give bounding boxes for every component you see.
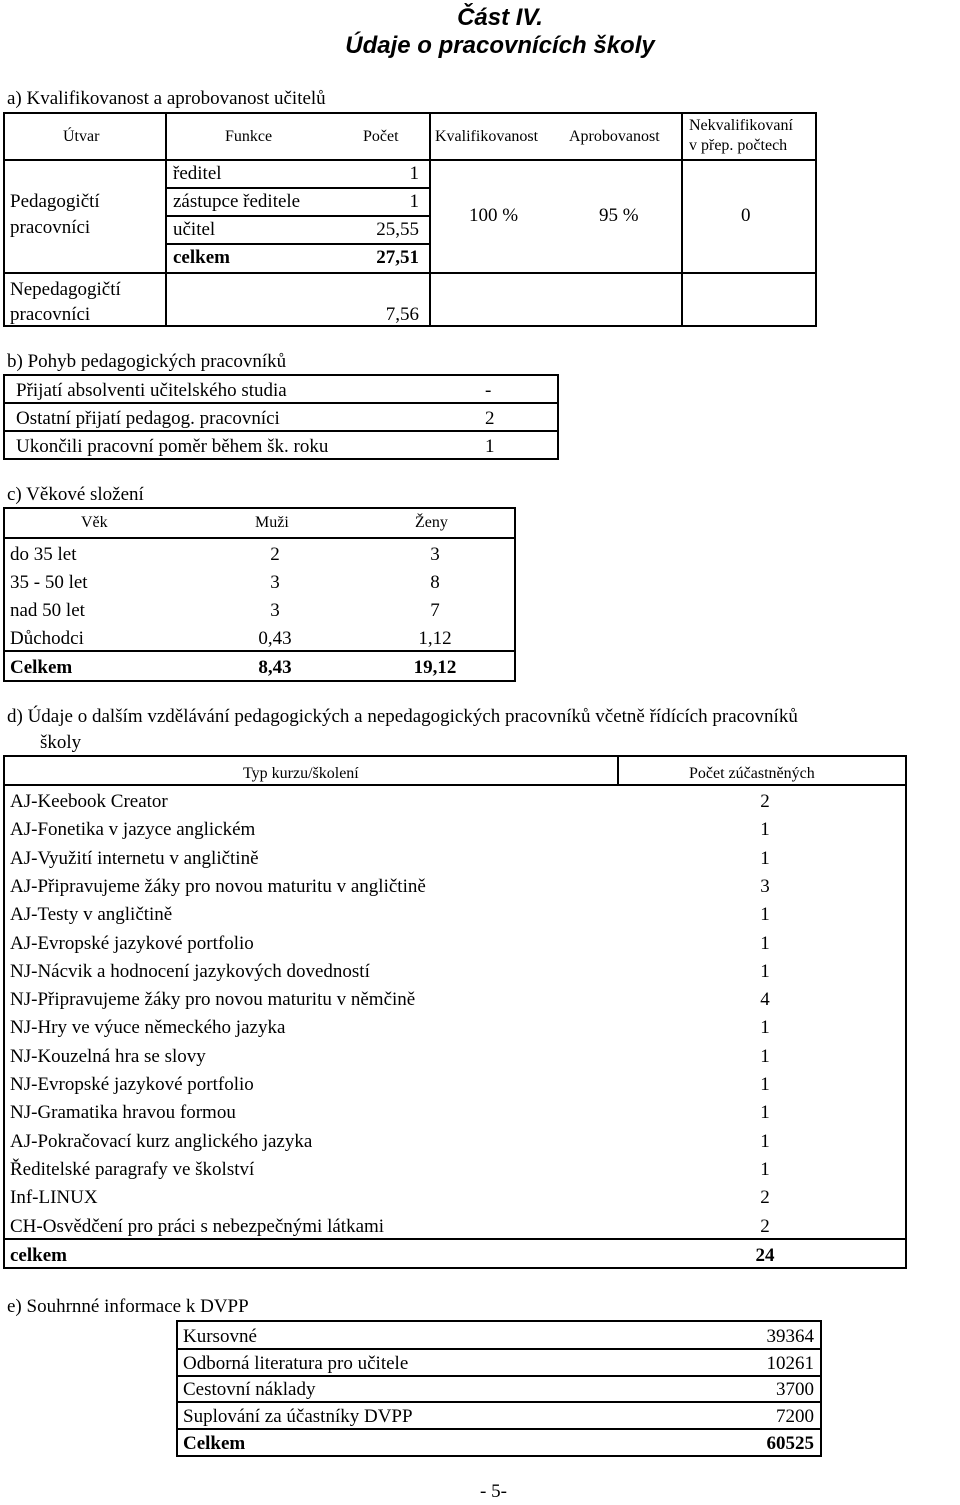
training-row-7-pocet: 1 — [760, 961, 770, 982]
training-row-2-pocet: 1 — [760, 819, 770, 840]
training-row-12-pocet: 1 — [760, 1102, 770, 1123]
training-row-4-pocet: 3 — [760, 876, 770, 897]
neped-label-2: pracovníci — [10, 304, 91, 325]
ped-label-2: pracovníci — [10, 217, 91, 238]
pocet-celkem: 27,51 — [376, 247, 419, 268]
dvpp-total-label: Celkem — [183, 1433, 246, 1454]
section-d-heading-2: školy — [40, 732, 82, 753]
header-aprobovanost: Aprobovanost — [569, 128, 660, 145]
training-row-9-typ: NJ-Hry ve výuce německého jazyka — [10, 1017, 286, 1038]
dvpp-value-4: 7200 — [776, 1406, 814, 1427]
training-row-14-pocet: 1 — [760, 1159, 770, 1180]
age-row-1-muzi: 2 — [270, 544, 280, 565]
age-row-3-muzi: 3 — [270, 600, 280, 621]
age-total-vek: Celkem — [10, 657, 73, 678]
movement-label-2: Ostatní přijatí pedagog. pracovníci — [16, 408, 280, 429]
training-row-12-typ: NJ-Gramatika hravou formou — [10, 1102, 236, 1123]
dvpp-summary-table — [176, 1320, 822, 1457]
funkce-zastupce: zástupce ředitele — [173, 191, 301, 212]
header-funkce: Funkce — [225, 128, 273, 145]
dvpp-label-4: Suplování za účastníky DVPP — [183, 1406, 413, 1427]
header-nekvalifikovani: Nekvalifikovaní — [689, 117, 793, 134]
age-row-4-zeny: 1,12 — [418, 628, 452, 649]
training-row-5-pocet: 1 — [760, 904, 770, 925]
movement-value-2: 2 — [485, 408, 495, 429]
training-row-10-pocet: 1 — [760, 1046, 770, 1067]
training-row-8-typ: NJ-Připravujeme žáky pro novou maturitu v němčině — [10, 989, 416, 1010]
age-row-1-vek: do 35 let — [10, 544, 77, 565]
age-row-2-muzi: 3 — [270, 572, 280, 593]
header-pocet: Počet — [363, 128, 399, 145]
training-row-11-pocet: 1 — [760, 1074, 770, 1095]
page-number: - 5- — [480, 1481, 507, 1502]
training-row-15-pocet: 2 — [760, 1187, 770, 1208]
age-row-4-muzi: 0,43 — [258, 628, 292, 649]
pocet-reditel: 1 — [409, 163, 419, 184]
dvpp-label-1: Kursovné — [183, 1326, 257, 1347]
training-row-4-typ: AJ-Připravujeme žáky pro novou maturitu v angličtině — [10, 876, 426, 897]
training-row-13-pocet: 1 — [760, 1131, 770, 1152]
dvpp-value-3: 3700 — [776, 1379, 814, 1400]
training-table — [3, 755, 907, 1269]
training-total-value: 24 — [755, 1245, 775, 1266]
age-row-3-zeny: 7 — [430, 600, 440, 621]
movement-value-1: - — [485, 380, 492, 401]
training-row-7-typ: NJ-Nácvik a hodnocení jazykových dovedností — [10, 961, 370, 982]
neped-pocet: 7,56 — [385, 304, 419, 325]
training-row-1-typ: AJ-Keebook Creator — [10, 791, 168, 812]
dvpp-value-2: 10261 — [766, 1353, 814, 1374]
age-row-2-zeny: 8 — [430, 572, 440, 593]
title-line-2: Údaje o pracovnících školy — [345, 32, 655, 59]
section-b-heading: b) Pohyb pedagogických pracovníků — [7, 351, 287, 372]
movement-label-3: Ukončili pracovní poměr během šk. roku — [16, 436, 329, 457]
age-row-1-zeny: 3 — [430, 544, 440, 565]
section-e-heading: e) Souhrnné informace k DVPP — [7, 1296, 249, 1317]
dvpp-label-2: Odborná literatura pro učitele — [183, 1353, 409, 1374]
funkce-celkem: celkem — [173, 247, 230, 268]
funkce-reditel: ředitel — [173, 163, 222, 184]
training-row-13-typ: AJ-Pokračovací kurz anglického jazyka — [10, 1131, 313, 1152]
age-row-4-vek: Důchodci — [10, 628, 84, 649]
header-vek: Věk — [81, 514, 108, 531]
movement-table — [3, 374, 559, 460]
training-row-8-pocet: 4 — [760, 989, 770, 1010]
header-nekvalifikovani-sub: v přep. počtech — [689, 137, 788, 154]
age-total-muzi: 8,43 — [258, 657, 292, 678]
training-row-15-typ: Inf-LINUX — [10, 1187, 98, 1208]
training-row-5-typ: AJ-Testy v angličtině — [10, 904, 173, 925]
header-typ-kurzu: Typ kurzu/školení — [243, 765, 359, 782]
training-row-9-pocet: 1 — [760, 1017, 770, 1038]
aprobovanost-value: 95 % — [599, 205, 639, 226]
title-line-1: Část IV. — [457, 4, 543, 31]
training-row-11-typ: NJ-Evropské jazykové portfolio — [10, 1074, 254, 1095]
dvpp-label-3: Cestovní náklady — [183, 1379, 316, 1400]
movement-value-3: 1 — [485, 436, 495, 457]
ped-label-1: Pedagogičtí — [10, 191, 100, 212]
age-total-zeny: 19,12 — [413, 657, 457, 678]
training-row-6-typ: AJ-Evropské jazykové portfolio — [10, 933, 254, 954]
page-title — [300, 4, 700, 60]
training-row-1-pocet: 2 — [760, 791, 770, 812]
training-row-6-pocet: 1 — [760, 933, 770, 954]
pocet-ucitel: 25,55 — [376, 219, 419, 240]
training-row-2-typ: AJ-Fonetika v jazyce anglickém — [10, 819, 256, 840]
neped-label-1: Nepedagogičtí — [10, 279, 121, 300]
dvpp-total-value: 60525 — [766, 1433, 814, 1454]
dvpp-value-1: 39364 — [766, 1326, 814, 1347]
age-row-2-vek: 35 - 50 let — [10, 572, 88, 593]
training-row-3-typ: AJ-Využití internetu v angličtině — [10, 848, 259, 869]
training-row-14-typ: Ředitelské paragrafy ve školství — [10, 1159, 255, 1180]
funkce-ucitel: učitel — [173, 219, 216, 240]
age-table — [3, 507, 516, 682]
header-kvalifikovanost: Kvalifikovanost — [435, 128, 539, 145]
section-d-heading: d) Údaje o dalším vzdělávání pedagogických a nepedagogických pracovníků včetně řídících pracovníků — [7, 706, 798, 727]
nekvalifikovani-value: 0 — [741, 205, 751, 226]
training-row-10-typ: NJ-Kouzelná hra se slovy — [10, 1046, 206, 1067]
header-utvar: Útvar — [63, 128, 100, 145]
training-row-16-typ: CH-Osvědčení pro práci s nebezpečnými látkami — [10, 1216, 385, 1237]
section-a-heading: a) Kvalifikovanost a aprobovanost učitelů — [7, 88, 326, 109]
kvalifikovanost-value: 100 % — [469, 205, 519, 226]
training-row-3-pocet: 1 — [760, 848, 770, 869]
header-muzi: Muži — [255, 514, 289, 531]
training-row-16-pocet: 2 — [760, 1216, 770, 1237]
header-zeny: Ženy — [415, 514, 448, 531]
section-c-heading: c) Věkové složení — [7, 484, 144, 505]
pocet-zastupce: 1 — [409, 191, 419, 212]
header-pocet-zucastnenych: Počet zúčastněných — [689, 765, 815, 782]
training-total-label: celkem — [10, 1245, 67, 1266]
movement-label-1: Přijatí absolventi učitelského studia — [16, 380, 287, 401]
age-row-3-vek: nad 50 let — [10, 600, 85, 621]
qualification-table — [3, 112, 817, 327]
